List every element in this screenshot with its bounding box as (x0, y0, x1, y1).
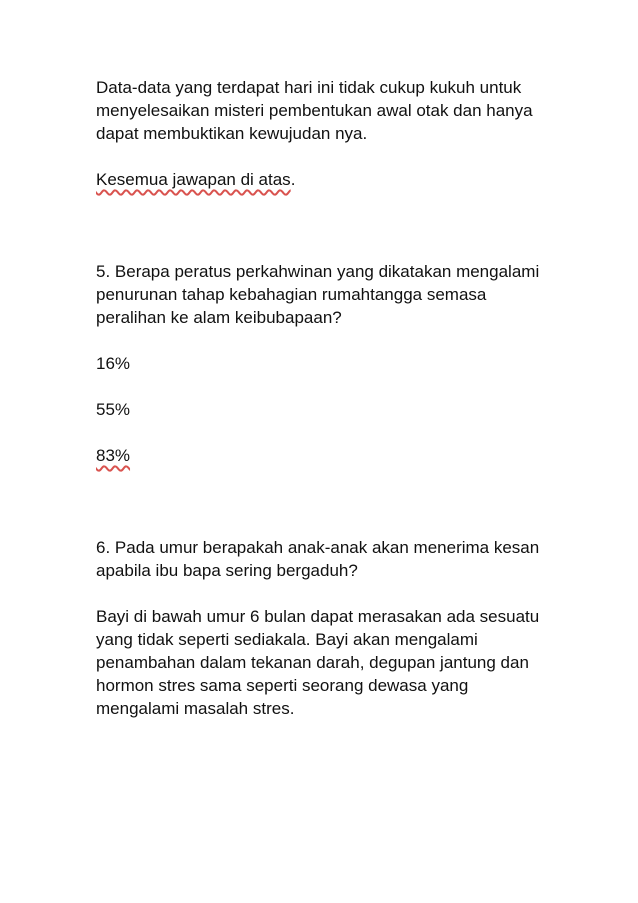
question-6-answer: Bayi di bawah umur 6 bulan dapat merasakan ada sesuatu yang tidak seperti sediakala. Bayi akan mengalami penambahan dalam tekanan darah, degupan jantung dan hormon stres sama seperti seorang dewasa yang mengalami masalah stres. (96, 607, 540, 718)
document-content (96, 76, 556, 720)
intro-paragraph: Data-data yang terdapat hari ini tidak cukup kukuh untuk menyelesaikan misteri pembentukan awal otak dan hanya dapat membuktikan kewujudan nya. (96, 78, 533, 143)
spacer (96, 329, 556, 352)
question-5-option-1: 16% (96, 354, 131, 373)
question-5-option-3-line (96, 444, 556, 467)
answer-4-period: . (290, 170, 296, 189)
spacer (96, 191, 556, 260)
question-5-option-3-highlighted: 83% (96, 446, 131, 465)
question-6-prompt: 6. Pada umur berapakah anak-anak akan menerima kesan apabila ibu bapa sering bergaduh? (96, 538, 540, 580)
answer-4-highlighted: Kesemua jawapan di atas (96, 170, 291, 189)
spacer (96, 375, 556, 398)
spacer (96, 145, 556, 168)
question-5-option-2: 55% (96, 400, 131, 419)
answer-4-line (96, 168, 556, 191)
spacer (96, 467, 556, 536)
spacer (96, 582, 556, 605)
question-5-prompt: 5. Berapa peratus perkahwinan yang dikatakan mengalami penurunan tahap kebahagian rumahtangga semasa peralihan ke alam keibubapaan? (96, 262, 540, 327)
spacer (96, 421, 556, 444)
